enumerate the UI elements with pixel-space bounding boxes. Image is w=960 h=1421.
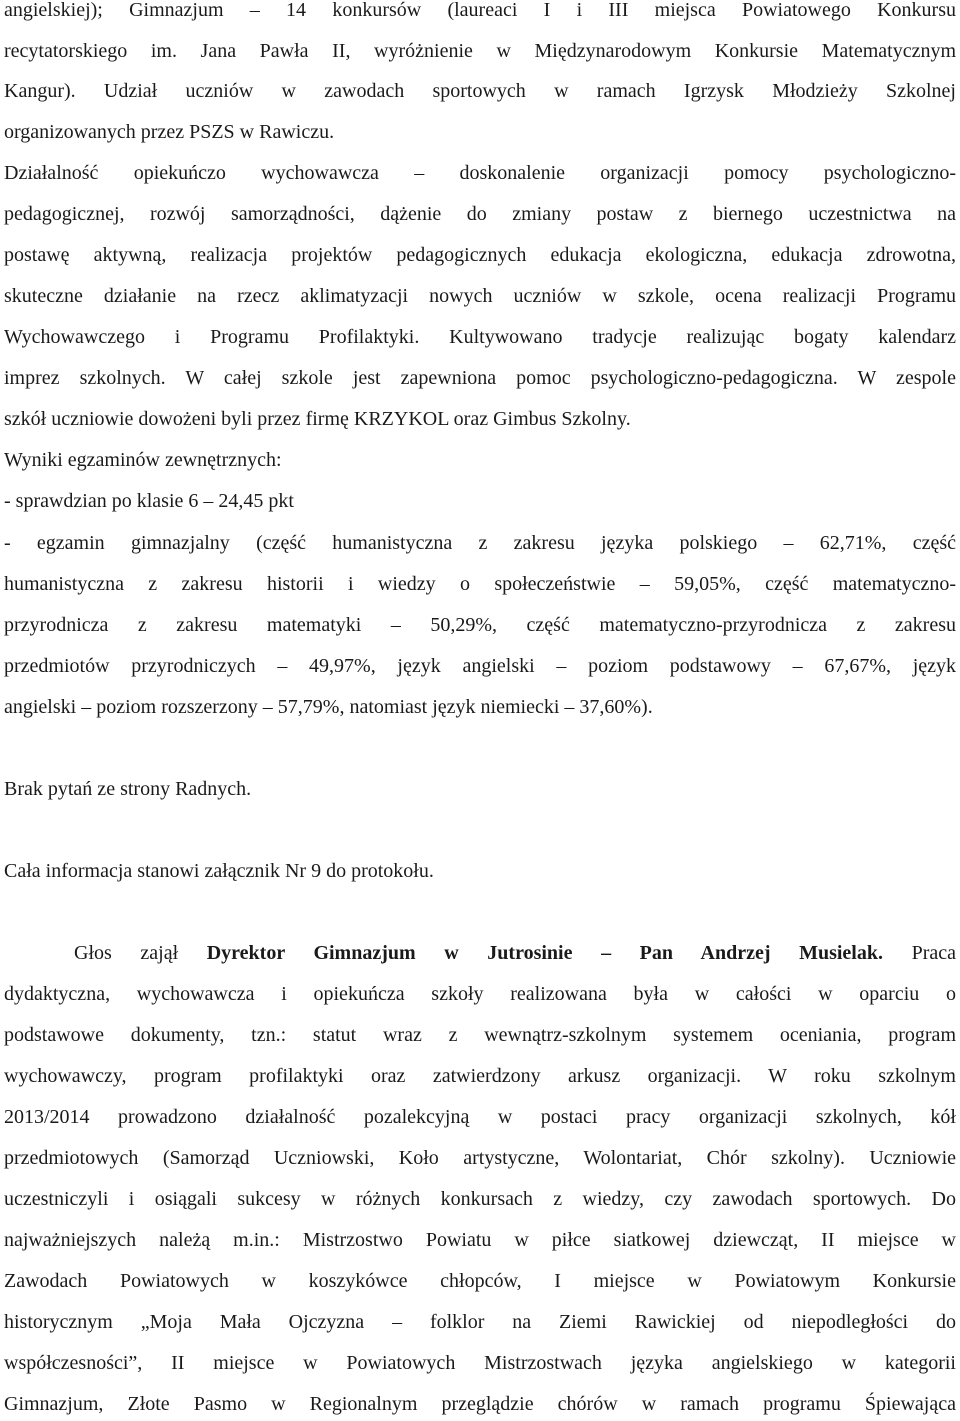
first-line-tail: Praca — [911, 942, 956, 964]
director-first-line — [74, 939, 956, 967]
text-line: dydaktyczna, wychowawcza i opiekuńcza szkoły realizowana była w całości w oparciu o — [4, 983, 956, 1005]
text-line: imprez szkolnych. W całej szkole jest zapewniona pomoc psychologiczno-pedagogiczna. W zespole — [4, 367, 956, 389]
text-line: podstawowe dokumenty, tzn.: statut wraz z wewnątrz-szkolnym systemem oceniania, program — [4, 1024, 956, 1046]
text-line: wychowawczy, program profilaktyki oraz zatwierdzony arkusz organizacji. W roku szkolnym — [4, 1065, 956, 1087]
text-line: skuteczne działanie na rzecz aklimatyzacji nowych uczniów w szkole, ocena realizacji Programu — [4, 285, 956, 307]
text-line: recytatorskiego im. Jana Pawła II, wyróżnienie w Międzynarodowym Konkursie Matematycznym — [4, 40, 956, 62]
text-line: szkół uczniowie dowożeni byli przez firmę KRZYKOL oraz Gimbus Szkolny. — [4, 408, 631, 430]
text-line: angielskiej); Gimnazjum – 14 konkursów (laureaci I i III miejsca Powiatowego Konkursu — [4, 0, 956, 21]
text-line: humanistyczna z zakresu historii i wiedzy o społeczeństwie – 59,05%, część matematyczno- — [4, 573, 956, 595]
speaker-name: Dyrektor Gimnazjum w Jutrosinie – Pan Andrzej Musielak. — [206, 942, 883, 964]
text-line: Gimnazjum, Złote Pasmo w Regionalnym przeglądzie chórów w ramach programu Śpiewająca — [4, 1393, 956, 1415]
text-line: Cała informacja stanowi załącznik Nr 9 do protokołu. — [4, 860, 434, 882]
text-line: angielski – poziom rozszerzony – 57,79%, natomiast język niemiecki – 37,60%). — [4, 696, 653, 718]
text-line: pedagogicznej, rozwój samorządności, dążenie do zmiany postaw z biernego uczestnictwa na — [4, 203, 956, 225]
text-line: historycznym „Moja Mała Ojczyzna – folklor na Ziemi Rawickiej od niepodległości do — [4, 1311, 956, 1333]
text-line: postawę aktywną, realizacja projektów pedagogicznych edukacja ekologiczna, edukacja zdrowotna, — [4, 244, 956, 266]
text-line: przedmiotowych (Samorząd Uczniowski, Koło artystyczne, Wolontariat, Chór szkolny). Uczniowie — [4, 1147, 956, 1169]
text-line: Zawodach Powiatowych w koszykówce chłopców, I miejsce w Powiatowym Konkursie — [4, 1270, 956, 1292]
text-line: organizowanych przez PSZS w Rawiczu. — [4, 121, 335, 143]
text-line: przyrodnicza z zakresu matematyki – 50,29%, część matematyczno-przyrodnicza z zakresu — [4, 614, 956, 636]
text-line: 2013/2014 prowadzono działalność pozalekcyjną w postaci pracy organizacji szkolnych, kół — [4, 1106, 956, 1128]
text-line: - egzamin gimnazjalny (część humanistyczna z zakresu języka polskiego – 62,71%, część — [4, 532, 956, 554]
text-line: Działalność opiekuńczo wychowawcza – doskonalenie organizacji pomocy psychologiczno- — [4, 162, 956, 184]
text-line: Brak pytań ze strony Radnych. — [4, 778, 252, 800]
lead-in: Głos zajął — [74, 942, 179, 964]
text-line: uczestniczyli i osiągali sukcesy w różnych konkursach z wiedzy, czy zawodach sportowych. Do — [4, 1188, 956, 1210]
text-line: najważniejszych należą m.in.: Mistrzostwo Powiatu w piłce siatkowej dziewcząt, II miejsce w — [4, 1229, 956, 1251]
text-line: współczesności”, II miejsce w Powiatowych Mistrzostwach języka angielskiego w kategorii — [4, 1352, 956, 1374]
text-line: Wychowawczego i Programu Profilaktyki. Kultywowano tradycje realizując bogaty kalendarz — [4, 326, 956, 348]
text-line: przedmiotów przyrodniczych – 49,97%, język angielski – poziom podstawowy – 67,67%, język — [4, 655, 956, 677]
text-line: Kangur). Udział uczniów w zawodach sportowych w ramach Igrzysk Młodzieży Szkolnej — [4, 80, 956, 102]
text-line: Wyniki egzaminów zewnętrznych: — [4, 449, 282, 471]
text-line: - sprawdzian po klasie 6 – 24,45 pkt — [4, 490, 294, 512]
